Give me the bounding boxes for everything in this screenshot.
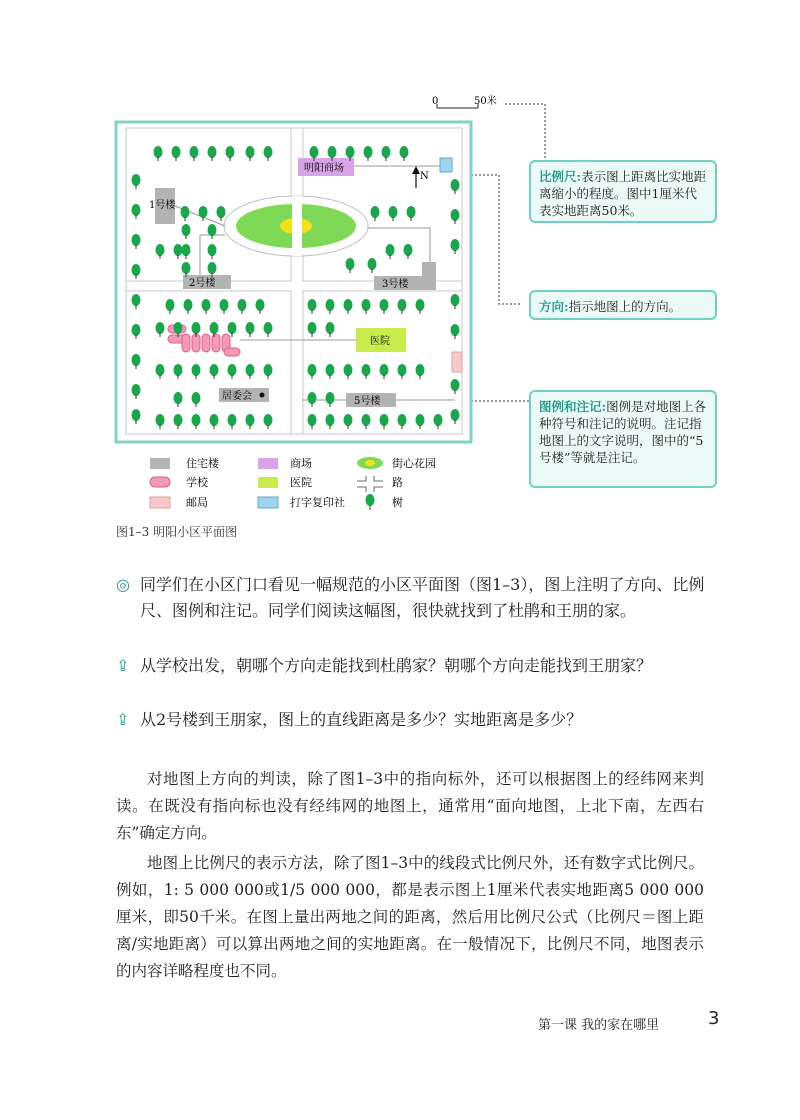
svg-text:医院: 医院 xyxy=(290,476,312,489)
svg-text:树: 树 xyxy=(392,496,403,509)
scale-fifty: 50米 xyxy=(474,96,497,107)
page-number: 3 xyxy=(708,1008,720,1029)
intro-text: 同学们在小区门口看见一幅规范的小区平面图（图1–3），图上注明了方向、比例尺、图例和注记。同学们阅读这幅图，很快就找到了杜鹃和王朋的家。 xyxy=(140,575,705,620)
legend-callout: 图例和注记:图例是对地图上各种符号和注记的说明。注记指地图上的文字说明，图中的“5号楼”等就是注记。 xyxy=(529,390,717,488)
print-shop xyxy=(440,158,452,172)
question-icon: ⇪ xyxy=(116,656,130,675)
footer-lesson: 第一课 我的家在哪里 xyxy=(538,1018,660,1033)
intro-block xyxy=(116,572,706,624)
question-2: ⇪ 从2号楼到王朋家，图上的直线距离是多少？实地距离是多少？ xyxy=(116,707,706,733)
post-office xyxy=(452,352,462,372)
svg-text:街心花园: 街心花园 xyxy=(392,457,436,470)
scale-callout: 比例尺:表示图上距离比实地距离缩小的程度。图中1厘米代表实地距离50米。 xyxy=(529,160,717,223)
question-1: ⇪ 从学校出发，朝哪个方向走能找到杜鹃家？朝哪个方向走能找到王朋家？ xyxy=(116,653,706,679)
mall-label: 明阳商场 xyxy=(304,163,344,174)
svg-text:路: 路 xyxy=(392,476,403,489)
paragraph-2: 地图上比例尺的表示方法，除了图1–3中的线段式比例尺外，还有数字式比例尺。例如，1: 5 000 000或1/5 000 000，都是表示图上1厘米代表实地距离5 000 000厘米，即50千米。在图上量出两地之间的距离，然后用比例尺公式（比例尺＝图上距离/实地距离）可以算出两地之间的实地距离。在一般情况下，比例尺不同，地图表示的内容详略程度也不同。 xyxy=(116,854,704,980)
question-icon: ⇪ xyxy=(116,710,130,729)
figure-caption: 图1–3 明阳小区平面图 xyxy=(116,525,238,539)
committee-label: 居委会 xyxy=(222,391,252,402)
tree-icon xyxy=(366,494,375,510)
legend xyxy=(150,456,436,510)
building-5-label: 5号楼 xyxy=(354,396,381,407)
direction-callout: 方向:指示地图上的方向。 xyxy=(529,290,717,320)
hospital-label: 医院 xyxy=(370,336,390,347)
svg-text:邮局: 邮局 xyxy=(186,496,208,509)
scale-zero: 0 xyxy=(432,96,439,107)
svg-text:商场: 商场 xyxy=(290,457,312,470)
building-3-label: 3号楼 xyxy=(382,279,409,290)
paragraph-1: 对地图上方向的判读，除了图1–3中的指向标外，还可以根据图上的经纬网来判读。在既没有指向标也没有经纬网的地图上，通常用“面向地图，上北下南，左西右东”确定方向。 xyxy=(116,770,704,842)
svg-text:打字复印社: 打字复印社 xyxy=(290,496,345,509)
svg-text:住宅楼: 住宅楼 xyxy=(186,457,219,470)
building-1-label: 1号楼 xyxy=(149,200,176,211)
building-2-label: 2号楼 xyxy=(189,278,216,289)
north-label: N xyxy=(420,171,429,182)
circle-bullet-icon: ◎ xyxy=(116,575,130,594)
svg-text:学校: 学校 xyxy=(186,476,208,489)
